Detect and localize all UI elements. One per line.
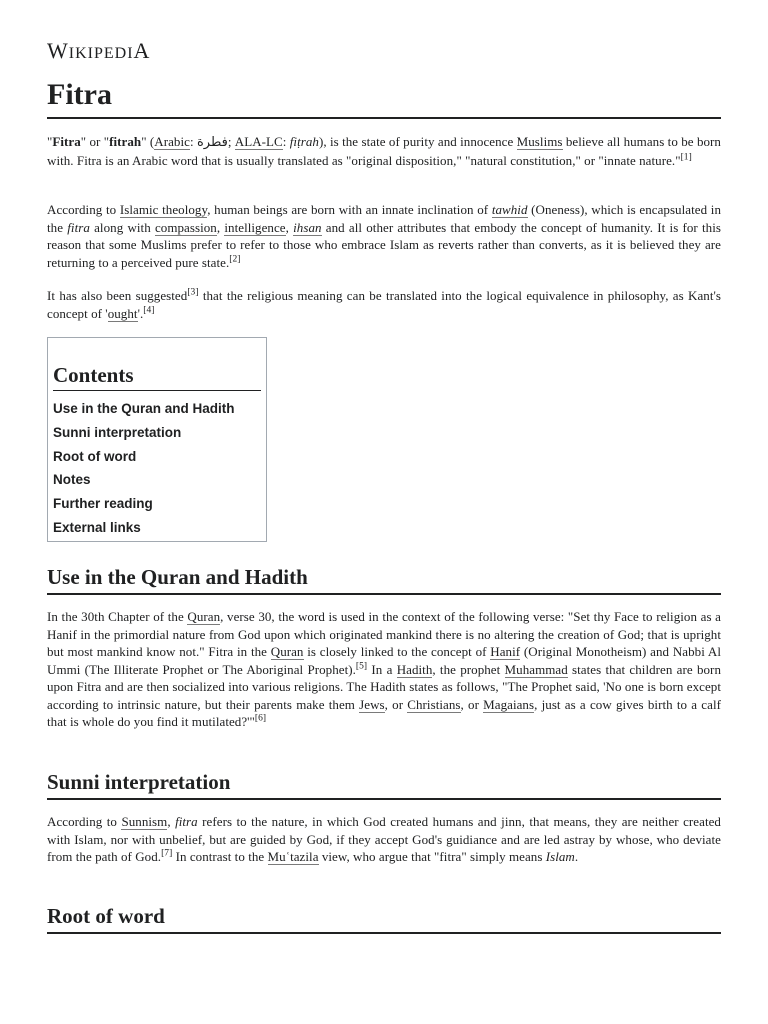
text: According to <box>47 814 122 829</box>
transliteration: fiṭrah <box>289 134 319 149</box>
link-quran-2[interactable]: Quran <box>270 644 304 659</box>
link-christians[interactable]: Christians <box>407 696 461 712</box>
toc-item-sunni-interpretation[interactable]: Sunni interpretation <box>53 424 182 440</box>
toc-list <box>53 397 261 540</box>
text: , or <box>384 696 408 712</box>
citation-7[interactable]: [7] <box>161 848 173 859</box>
toc-item-external-links[interactable]: External links <box>53 519 141 535</box>
text: refers to the nature, in which God created humans and jinn, that means, they are neither created with Islam, nor with unbelief, but are guided by God, if they accept God's guidiance and are led astray by whose, who deviate from the path of God. <box>47 814 721 864</box>
link-ihsan[interactable] <box>293 220 321 236</box>
intro-paragraph-1 <box>47 133 721 169</box>
term-fitra: Fitra <box>52 134 81 149</box>
text: that the religious meaning can be translated into the logical equivalence in philosophy, as Kant's concept of ' <box>47 288 722 321</box>
text: , or <box>460 696 484 712</box>
wikipedia-logo[interactable] <box>47 38 150 64</box>
link-magaians[interactable]: Magaians <box>483 696 535 712</box>
link-muhammad[interactable]: Muhammad <box>504 661 568 677</box>
link-mutazila[interactable]: Muʿtazila <box>267 849 319 864</box>
text: (Original Monotheism) and Nabbi Al Ummi (The Illiterate Prophet or The Aboriginal Prophet). <box>47 644 721 677</box>
citation-3[interactable]: [3] <box>187 287 199 298</box>
quran-hadith-paragraph <box>47 608 721 731</box>
link-tawhid-text: tawhid <box>491 202 528 217</box>
toc-item-further-reading[interactable]: Further reading <box>53 496 153 512</box>
link-jews[interactable]: Jews <box>359 696 385 712</box>
text: ; <box>227 134 235 149</box>
link-hadith[interactable]: Hadith <box>396 661 433 677</box>
toc-item-root-of-word[interactable]: Root of word <box>53 448 137 464</box>
text: (Oneness), which is encapsulated in the <box>47 202 721 235</box>
text: states that children are born upon Fitra and are then socialized into various religions. The Hadith states as follows, "The Prophet said, 'No one is born except according to intrinsic nature, but their parents make them <box>47 661 721 712</box>
text: " ( <box>141 134 155 149</box>
logo-initial: W <box>47 38 69 63</box>
text: " or " <box>80 134 110 149</box>
term-fitra-italic-2: fitra <box>175 814 198 829</box>
intro-paragraph-1-block <box>47 133 721 169</box>
citation-6[interactable]: [6] <box>254 713 267 724</box>
link-muslims[interactable]: Muslims <box>516 134 563 149</box>
text: , human beings are born with an innate inclination of <box>207 202 492 217</box>
text: In a <box>367 661 397 677</box>
section-quran-hadith-body <box>47 608 721 731</box>
link-intelligence[interactable]: intelligence <box>224 219 286 235</box>
link-compassion[interactable]: compassion <box>154 219 217 235</box>
citation-4[interactable]: [4] <box>143 305 155 316</box>
text: ), is the state of purity and innocence <box>318 134 517 149</box>
section-heading-root-of-word: Root of word <box>47 902 721 934</box>
section-sunni-body <box>47 813 721 866</box>
link-ihsan-text: ihsan <box>293 219 322 235</box>
arabic-script: فطرة <box>196 135 228 150</box>
text: , the prophet <box>432 661 505 677</box>
link-hanif[interactable]: Hanif <box>490 644 521 659</box>
citation-5[interactable]: [5] <box>355 661 368 672</box>
table-of-contents <box>47 337 267 542</box>
toc-title: Contents <box>53 362 261 391</box>
section-heading-quran-hadith: Use in the Quran and Hadith <box>47 563 721 595</box>
text: " <box>47 134 53 149</box>
link-sunnism[interactable]: Sunnism <box>121 814 168 829</box>
text: . <box>574 849 579 864</box>
text: According to <box>47 202 120 217</box>
section-heading-sunni: Sunni interpretation <box>47 768 721 800</box>
logo-final: A <box>133 38 151 63</box>
link-ought[interactable]: ought <box>107 305 138 321</box>
intro-paragraph-2 <box>47 201 721 271</box>
text: and all other attributes that embody the concept of humanity. It is for this reason that some Muslims prefer to refer to those who embrace Islam as reverts rather than converts, as it is believed they are returning to a perceived pure state. <box>47 219 721 270</box>
intro-paragraph-2-block <box>47 201 721 271</box>
text: view, who argue that "fitra" simply means <box>318 849 546 864</box>
toc-item-use-in-quran[interactable]: Use in the Quran and Hadith <box>53 401 235 416</box>
link-arabic[interactable]: Arabic <box>154 134 190 149</box>
link-quran[interactable]: Quran <box>187 609 221 624</box>
term-fitra-italic: fitra <box>67 219 90 235</box>
text: In contrast to the <box>172 849 268 864</box>
link-ala-lc[interactable]: ALA-LC <box>234 134 283 149</box>
text: , verse 30, the word is used in the context of the following verse: "Set thy Face to religion as a Hanif in the primordial nature from God upon which originated mankind there is no altering the creation of God; that is upright but most mankind know not." Fitra in the <box>47 609 721 659</box>
link-tawhid[interactable] <box>492 202 528 218</box>
text: '. <box>137 305 144 321</box>
text: In the 30th Chapter of the <box>47 609 188 624</box>
term-islam-italic: Islam <box>545 849 575 864</box>
sunni-paragraph <box>47 813 721 866</box>
link-islamic-theology[interactable]: Islamic theology <box>119 202 208 217</box>
intro-paragraph-3 <box>47 287 721 322</box>
text: is closely linked to the concept of <box>303 644 491 659</box>
text: It has also been suggested <box>47 288 188 303</box>
citation-2[interactable]: [2] <box>229 254 241 265</box>
citation-1[interactable]: [1] <box>680 152 692 163</box>
text: , <box>167 814 176 829</box>
text: along with <box>89 219 155 235</box>
text: believe all humans to be born with. Fitra is an Arabic word that is usually translated as "original disposition," "natural constitution," or "innate nature." <box>47 134 721 168</box>
logo-middle: IKIPEDI <box>68 45 134 62</box>
text: , <box>216 219 225 235</box>
page-title: Fitra <box>47 76 721 119</box>
text: , <box>285 219 294 235</box>
intro-paragraph-3-block <box>47 287 721 322</box>
text: : <box>282 134 290 149</box>
term-fitrah: fitrah <box>109 134 142 149</box>
toc-item-notes[interactable]: Notes <box>53 472 91 488</box>
text: : <box>189 134 197 149</box>
text: , just as a cow gives birth to a calf that is whole do you find it mutilated?'" <box>47 696 721 729</box>
